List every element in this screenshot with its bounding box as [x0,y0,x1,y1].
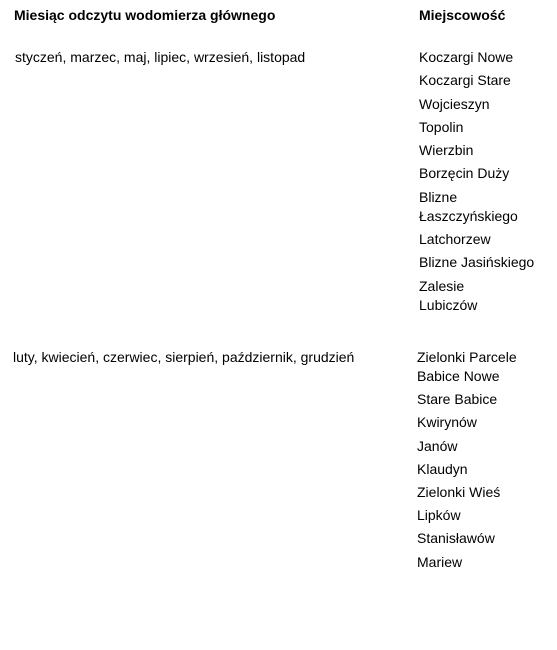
locality-item: Blizne Łaszczyńskiego [419,188,518,224]
locality-item: Stare Babice [417,391,498,408]
header-month: Miesiąc odczytu wodomierza głównego [14,7,276,23]
locality-item: Koczargi Nowe [419,49,514,65]
locality-item: Blizne Jasińskiego [419,254,535,271]
locality-item: Zalesie Lubiczów [419,277,478,313]
locality-item: Janów [417,437,458,454]
localities-group-2 [417,348,547,576]
locality-item: Kwirynów [417,414,477,431]
locality-item: Wojcieszyn [419,95,490,112]
locality-item: Lipków [417,507,461,524]
locality-item: Zielonki Parcele [417,349,517,365]
locality-item: Stanisławów [417,530,495,547]
locality-item: Koczargi Stare [419,72,511,89]
locality-item: Mariew [417,553,463,570]
locality-item: Borzęcin Duży [419,165,510,182]
locality-item: Latchorzew [419,231,491,248]
months-group-1: styczeń, marzec, maj, lipiec, wrzesień, listopad [15,49,306,65]
locality-item: Wierzbin [419,142,474,159]
localities-group-1 [419,48,549,319]
locality-item: Topolin [419,118,464,135]
locality-item: Zielonki Wieś [417,483,501,500]
months-group-2: luty, kwiecień, czerwiec, sierpień, październik, grudzień [13,349,355,365]
locality-item: Babice Nowe [417,368,500,384]
header-locality: Miejscowość [419,7,506,23]
locality-item: Klaudyn [417,460,468,477]
